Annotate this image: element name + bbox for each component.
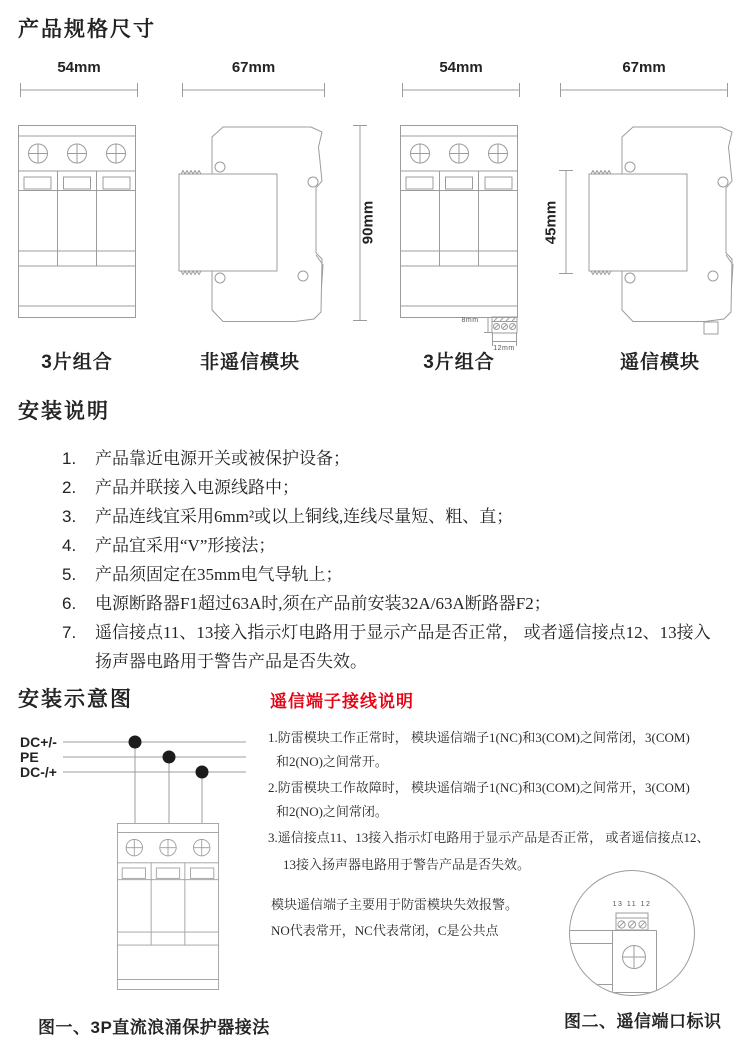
drawing-caption-2: 非遥信模块: [199, 352, 300, 373]
dimension-line: [560, 82, 728, 98]
remote-note-line: 和2(NO)之间常开。: [276, 754, 388, 769]
drawing-caption-3: 3片组合: [423, 352, 495, 373]
front-view-drawing-1: [18, 125, 136, 318]
drawing-caption-1: 3片组合: [41, 352, 113, 373]
install-section-title: 安装说明: [18, 400, 110, 423]
remote-note-line: NO代表常开，NC代表常闭，C是公共点: [271, 923, 499, 938]
width-dim-label-1: 54mm: [57, 59, 101, 76]
remote-note-line: 13接入扬声器电路用于警告产品是否失效。: [283, 857, 531, 872]
list-item: 4. 产品宜采用“V”形接法；: [62, 536, 276, 555]
spec-section-title: 产品规格尺寸: [18, 18, 156, 41]
figure1-caption: 图一、3P直流浪涌保护器接法: [38, 1018, 270, 1037]
width-dim-label-3: 54mm: [439, 59, 483, 76]
wiring-diagram-drawing: [15, 728, 255, 994]
side-view-drawing-2: [585, 125, 735, 339]
remote-wiring-title: 遥信端子接线说明: [270, 692, 414, 711]
terminal-height-dim-label: 8mm: [461, 317, 479, 324]
width-dim-label-2: 67mm: [231, 59, 276, 76]
figure2-caption: 图二、遥信端口标识: [564, 1012, 722, 1031]
install-instruction-list: [62, 444, 714, 676]
list-item: 5. 产品须固定在35mm电气导轨上；: [62, 565, 343, 584]
wire-label-dc-minus: DC-/+: [20, 764, 57, 780]
wire-label-dc-plus: DC+/-: [20, 734, 57, 750]
list-item: 2. 产品并联接入电源线路中；: [62, 478, 299, 497]
terminal-width-dim-label: 12mm: [493, 345, 515, 352]
list-item: 1. 产品靠近电源开关或被保护设备；: [62, 449, 350, 468]
remote-port-detail-drawing: [566, 867, 698, 999]
height-dim-label-45: 45mm: [542, 200, 560, 245]
side-view-drawing-1: [175, 125, 325, 325]
list-item: 7. 遥信接点11、13接入指示灯电路用于显示产品是否正常， 或者遥信接点12、13接入扬声器电路用于警告产品是否失效。: [62, 623, 711, 671]
list-item: 3. 产品连线宜采用6mm²或以上铜线,连线尽量短、粗、直；: [62, 507, 514, 526]
dimension-line: [182, 82, 325, 98]
remote-note-line: 1.防雷模块工作正常时， 模块遥信端子1(NC)和3(COM)之间常闭，3(COM): [268, 730, 690, 745]
remote-note-line: 3.遥信接点11、13接入指示灯电路用于显示产品是否正常， 或者遥信接点12、: [268, 830, 710, 845]
remote-note-line: 和2(NO)之间常闭。: [276, 804, 388, 819]
magnifier-circle: [570, 871, 695, 996]
width-dim-label-4: 67mm: [622, 59, 666, 76]
module-height-dimension-line: [558, 170, 574, 274]
remote-note-line: 2.防雷模块工作故障时， 模块遥信端子1(NC)和3(COM)之间常开，3(COM): [268, 780, 690, 795]
fig2-terminal-numbers-label: 13 11 12: [612, 901, 652, 908]
dimension-line: [20, 82, 138, 98]
front-view-drawing-2: [400, 125, 518, 318]
list-item: 6. 电源断路器F1超过63A时,须在产品前安装32A/63A断路器F2；: [62, 594, 551, 613]
dimension-line: [402, 82, 520, 98]
wire-label-pe: PE: [20, 749, 39, 765]
diagram-section-title: 安装示意图: [18, 688, 133, 711]
remote-note-line: 模块遥信端子主要用于防雷模块失效报警。: [271, 897, 519, 912]
drawing-caption-4: 遥信模块: [619, 352, 700, 373]
height-dim-label-90: 90mm: [359, 200, 377, 245]
